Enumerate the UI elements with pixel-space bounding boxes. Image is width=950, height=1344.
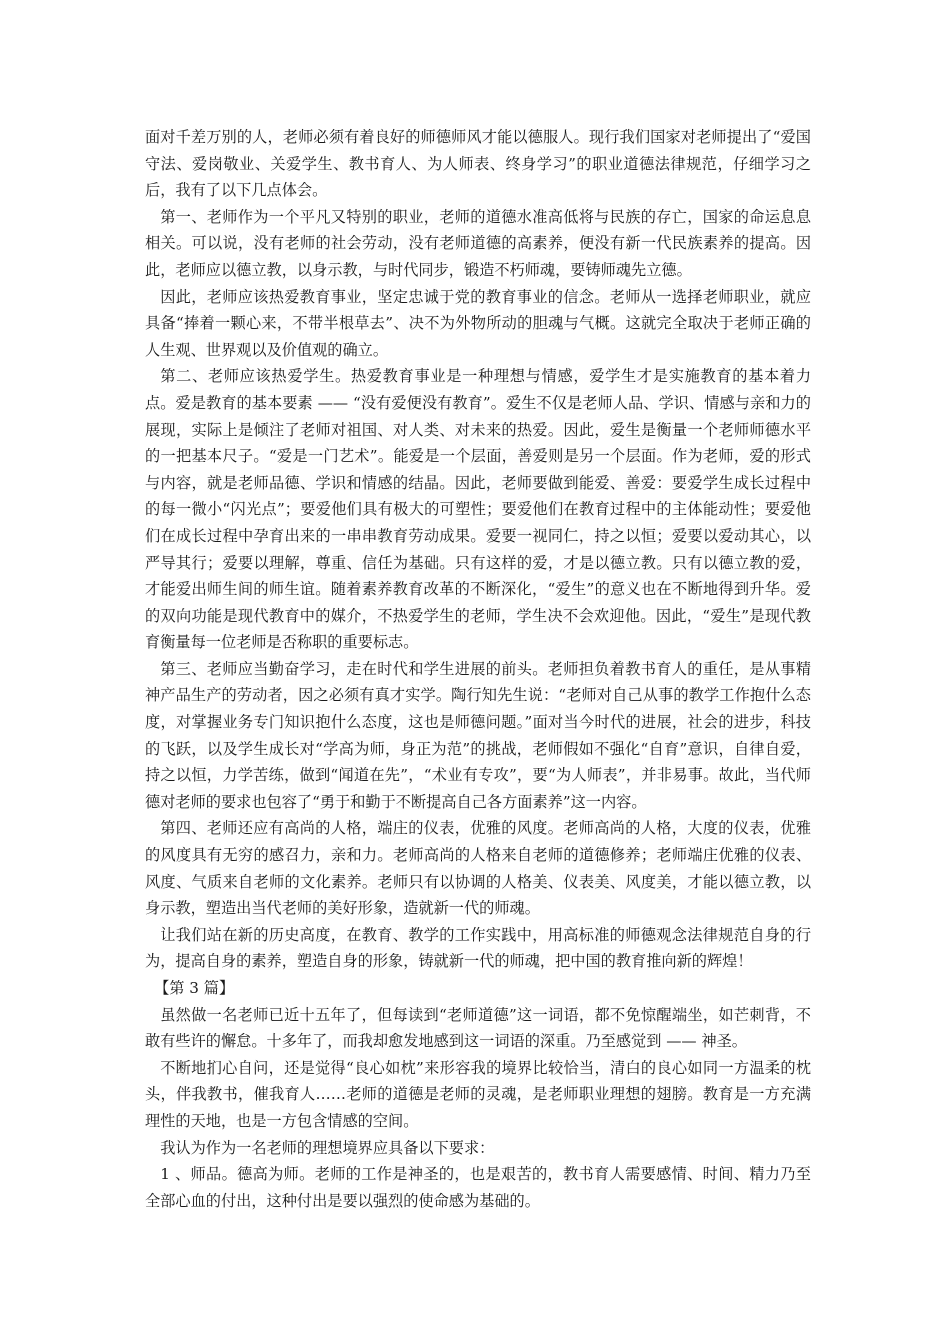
paragraph-requirements: 我认为作为一名老师的理想境界应具备以下要求： <box>160 1138 495 1157</box>
paragraph-conclusion: 让我们站在新的历史高度，在教育、教学的工作实践中，用高标准的师德观念法律规范自身的行为，提高自身的素养，塑造自身的形象，铸就新一代的师魂，把中国的教育推向新的辉煌！ <box>145 925 811 971</box>
document-body <box>145 124 811 1214</box>
paragraph-point-four: 第四、老师还应有高尚的人格，端庄的仪表，优雅的风度。老师高尚的人格，大度的仪表，优雅的风度具有无穷的感召力，亲和力。老师高尚的人格来自老师的道德修养；老师端庄优雅的仪表、风度、气质来自老师的文化素养。老师只有以协调的人格美、仪表美、风度美，才能以德立教，以身示教，塑造出当代老师的美好形象，造就新一代的师魂。 <box>145 819 811 918</box>
paragraph-item-one: 1 、师品。德高为师。老师的工作是神圣的，也是艰苦的，教书育人需要感情、时间、精力乃至全部心血的付出，这种付出是要以强烈的使命感为基础的。 <box>145 1165 811 1210</box>
paragraph-conscience: 不断地扪心自问，还是觉得“良心如枕”来形容我的境界比较恰当，清白的良心如同一方温柔的枕头，伴我教书，催我育人……老师的道德是老师的灵魂，是老师职业理想的翅膀。教育是一方充满理性的天地，也是一方包含情感的空间。 <box>145 1058 811 1130</box>
chapter-heading: 【第 3 篇】 <box>154 979 235 997</box>
paragraph-chapter-intro: 虽然做一名老师已近十五年了，但每读到“老师道德”这一词语，都不免惊醒端坐，如芒刺背，不敢有些许的懈怠。十多年了，而我却愈发地感到这一词语的深重。乃至感觉到 —— 神圣。 <box>145 1005 811 1051</box>
paragraph-point-two: 第二、老师应该热爱学生。热爱教育事业是一种理想与情感，爱学生才是实施教育的基本着力点。爱是教育的基本要素 —— “没有爱便没有教育”。爱生不仅是老师人品、学识、情感与亲和力的展现，实际上是倾注了老师对祖国、对人类、对未来的热爱。因此，爱生是衡量一个老师师德水平的一把基本尺子。“爱是一门艺术”。能爱是一个层面，善爱则是另一个层面。作为老师，爱的形式与内容，就是老师品德、学识和情感的结晶。因此，老师要做到能爱、善爱：要爱学生成长过程中的每一微小“闪光点”；要爱他们具有极大的可塑性；要爱他们在教育过程中的主体能动性；要爱他们在成长过程中孕育出来的一串串教育劳动成果。爱要一视同仁，持之以恒；爱要以爱动其心，以严导其行；爱要以理解，尊重、信任为基础。只有这样的爱，才是以德立教。只有以德立教的爱，才能爱出师生间的师生谊。随着素养教育改革的不断深化，“爱生”的意义也在不断地得到升华。爱的双向功能是现代教育中的媒介，不热爱学生的老师，学生决不会欢迎他。因此，“爱生”是现代教育衡量每一位老师是否称职的重要标志。 <box>145 367 811 652</box>
paragraph-intro: 面对千差万别的人，老师必须有着良好的师德师风才能以德服人。现行我们国家对老师提出了“爱国守法、爱岗敬业、关爱学生、教书育人、为人师表、终身学习”的职业道德法律规范，仔细学习之后，我有了以下几点体会。 <box>145 128 811 200</box>
paragraph-point-one: 第一、老师作为一个平凡又特别的职业，老师的道德水准高低将与民族的存亡，国家的命运息息相关。可以说，没有老师的社会劳动，没有老师道德的高素养，便没有新一代民族素养的提高。因此，老师应以德立教，以身示教，与时代同步，锻造不朽师魂，要铸师魂先立德。 <box>145 207 811 279</box>
paragraph-career-love: 因此，老师应该热爱教育事业，坚定忠诚于党的教育事业的信念。老师从一选择老师职业，就应具备“捧着一颗心来，不带半根草去”、决不为外物所动的胆魂与气概。这就完全取决于老师正确的人生观、世界观以及价值观的确立。 <box>145 287 811 359</box>
paragraph-point-three: 第三、老师应当勤奋学习，走在时代和学生进展的前头。老师担负着教书育人的重任，是从事精神产品生产的劳动者，因之必须有真才实学。陶行知先生说：“老师对自己从事的教学工作抱什么态度，对掌握业务专门知识抱什么态度，这也是师德问题。”面对当今时代的进展，社会的进步，科技的飞跃，以及学生成长对“学高为师，身正为范”的挑战，老师假如不强化“自育”意识，自律自爱，持之以恒，力学苦练，做到“闻道在先”，“术业有专攻”，要“为人师表”，并非易事。故此，当代师德对老师的要求也包容了“勇于和勤于不断提高自己各方面素养”这一内容。 <box>145 659 811 811</box>
